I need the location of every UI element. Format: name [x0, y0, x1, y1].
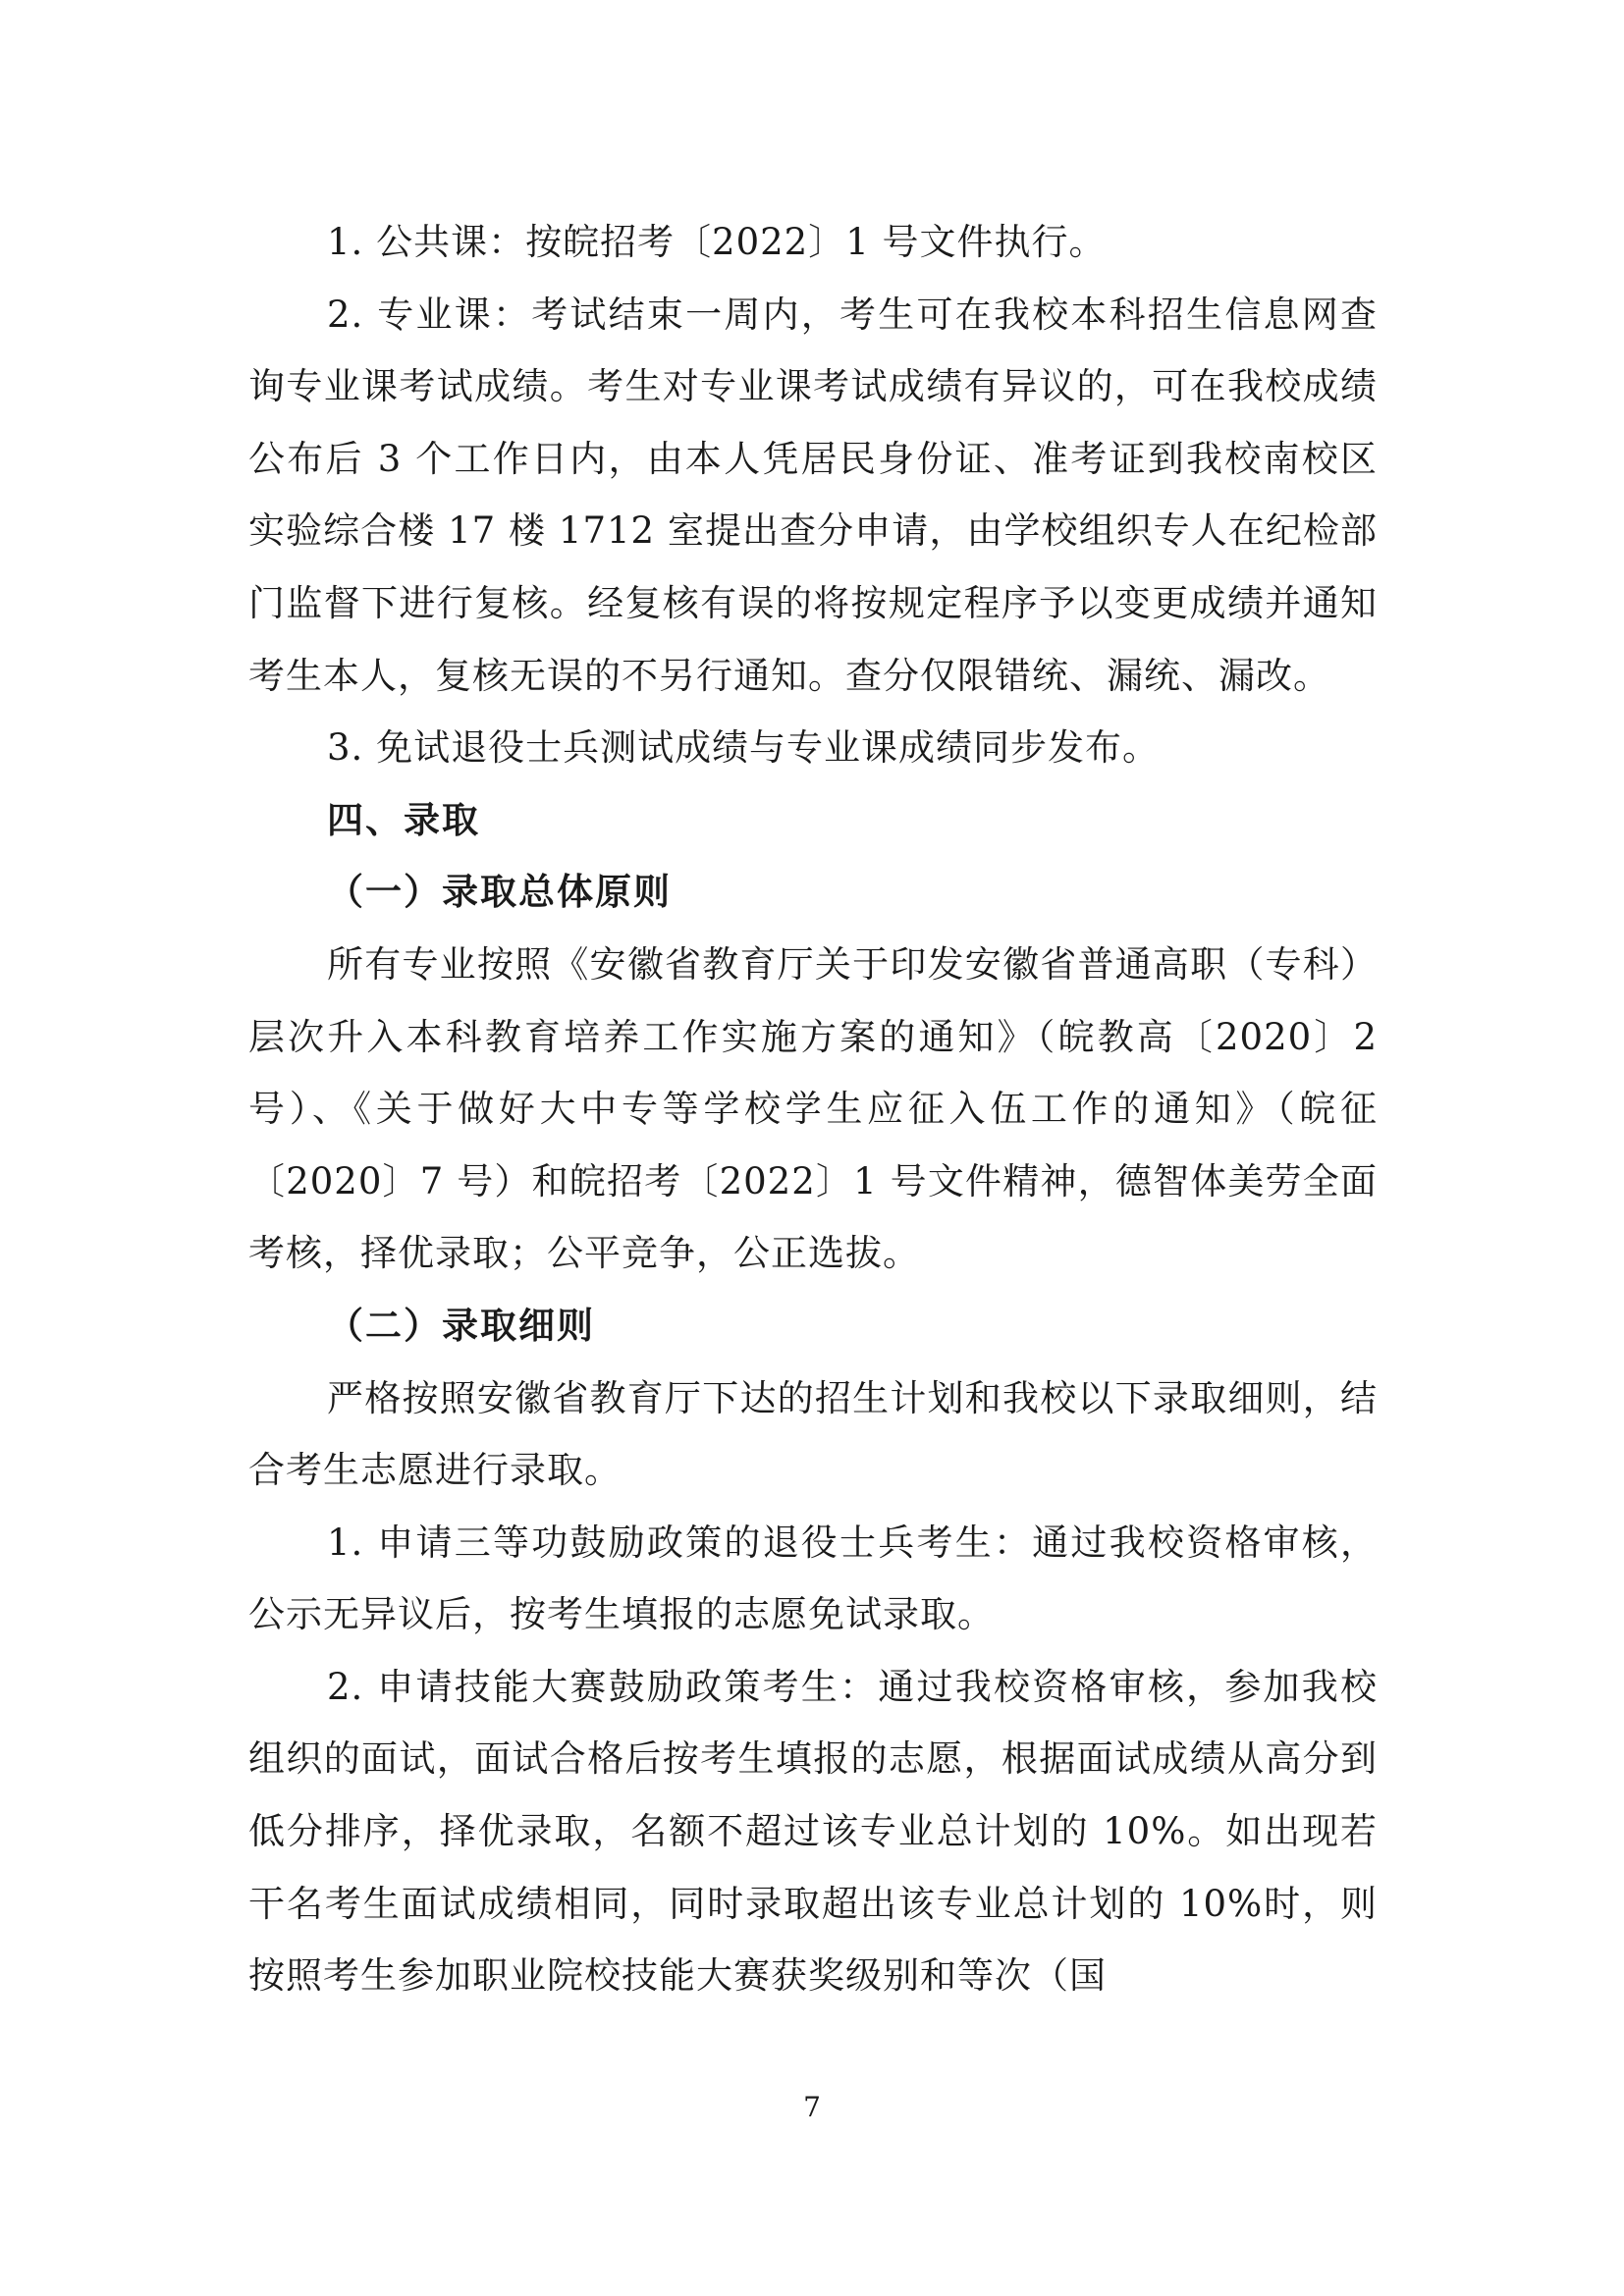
admission-rules-intro: 严格按照安徽省教育厅下达的招生计划和我校以下录取细则，结合考生志愿进行录取。: [248, 1376, 1378, 1492]
document-body: [248, 206, 1378, 2012]
section-admission-heading: 四、录取: [327, 798, 480, 841]
exam-scores-major-course: 2. 专业课：考试结束一周内，考生可在我校本科招生信息网查询专业课考试成绩。考生对专业课考试成绩有异议的，可在我校成绩公布后 3 个工作日内，由本人凭居民身份证、准考证到我校南校区实验综合楼 17 楼 1712 室提出查分申请，由学校组织专人在纪检部门监督下进行复核。经复核有误的将按规定程序予以变更成绩并通知考生本人，复核无误的不另行通知。查分仅限错统、漏统、漏改。: [248, 293, 1378, 697]
admission-rules-heading: （二）录取细则: [327, 1304, 595, 1347]
admission-principles-text: 所有专业按照《安徽省教育厅关于印发安徽省普通高职（专科）层次升入本科教育培养工作实施方案的通知》（皖教高〔2020〕2 号）、《关于做好大中专等学校学生应征入伍工作的通知》（皖征〔2020〕7 号）和皖招考〔2022〕1 号文件精神，德智体美劳全面考核，择优录取；公平竞争，公正选拔。: [248, 942, 1378, 1275]
admission-rule-veterans: 1. 申请三等功鼓励政策的退役士兵考生：通过我校资格审核，公示无异议后，按考生填报的志愿免试录取。: [248, 1521, 1378, 1636]
page-number: 7: [803, 2091, 821, 2123]
admission-principles-heading: （一）录取总体原则: [327, 871, 672, 914]
exam-scores-veterans: 3. 免试退役士兵测试成绩与专业课成绩同步发布。: [327, 726, 1161, 770]
admission-rule-skills-contest: 2. 申请技能大赛鼓励政策考生：通过我校资格审核，参加我校组织的面试，面试合格后按考生填报的志愿，根据面试成绩从高分到低分排序，择优录取，名额不超过该专业总计划的 10%。如出现若干名考生面试成绩相同，同时录取超出该专业总计划的 10%时，则按照考生参加职业院校技能大赛获奖级别和等次（国: [248, 1665, 1378, 1998]
exam-scores-public-course: 1. 公共课：按皖招考〔2022〕1 号文件执行。: [327, 221, 1107, 263]
